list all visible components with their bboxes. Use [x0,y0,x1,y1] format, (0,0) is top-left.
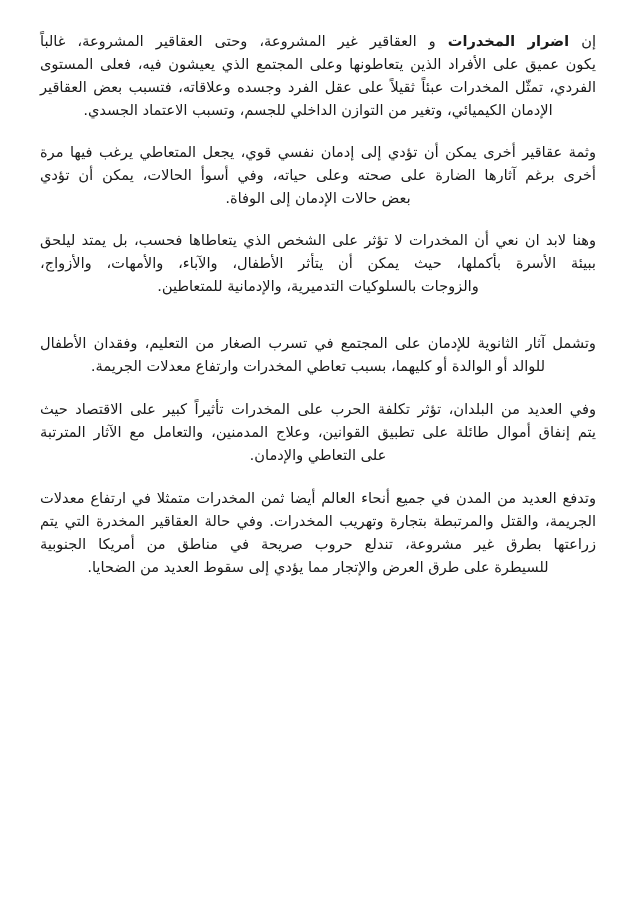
paragraph-economic-cost [40,398,596,467]
paragraph-line: أخرى برغم آثارها الضارة على صحته وعلى حياته، وفي أسوأ الحالات، يمكن أن تؤدي [40,167,596,184]
paragraph-line: للوالد أو الوالدة أو كليهما، بسبب تعاطي المخدرات وارتفاع معدلات الجريمة. [90,358,546,375]
paragraph-line: وهنا لابد ان نعي أن المخدرات لا تؤثر على الشخص الذي يتعاطاها فحسب، بل يمتد ليلحق [40,232,596,249]
paragraph-line: وفي العديد من البلدان، تؤثر تكلفة الحرب على المخدرات تأثيراً كبير على الاقتصاد حيث [40,401,596,418]
paragraph-social-effects [40,332,596,378]
paragraph-drug-harms [40,30,596,122]
paragraph-line: وثمة عقاقير أخرى يمكن أن تؤدي إلى إدمان نفسي قوي، يجعل المتعاطي يرغب فيها مرة [40,144,596,161]
paragraph-psychological-addiction [40,141,596,210]
paragraph-line: وتشمل آثار الثانوية للإدمان على المجتمع في تسرب الصغار من التعليم، وفقدان الأطفال [40,335,596,352]
paragraph-line: الفردي، تمثّل المخدرات عبئاً ثقيلاً على عقل الفرد وجسده وعلاقاته، فتسبب بعض العقاقير [40,79,596,96]
bold-heading-text: اضرار المخدرات [447,33,570,50]
lead-text: إن [569,33,596,50]
paragraph-line: الإدمان الكيميائي، وتغير من التوازن الداخلي للجسم، وتسبب الاعتماد الجسدي. [83,102,553,119]
document-page [40,30,596,579]
paragraph-line: للسيطرة على طرق العرض والإتجار مما يؤدي إلى سقوط العديد من الضحايا. [87,559,549,576]
paragraph-line: على التعاطي والإدمان. [249,447,387,464]
paragraph-line: ببيئة الأسرة بأكملها، حيث يمكن أن يتأثر الأطفال، والآباء، والأمهات، والأزواج، [40,255,596,272]
paragraph-line: بعض حالات الإدمان إلى الوفاة. [225,190,411,207]
line-text: و العقاقير غير المشروعة، وحتى العقاقير المشروعة، غالباً [40,33,448,50]
paragraph-line [40,30,596,53]
paragraph-family-impact [40,229,596,298]
paragraph-line: والزوجات بالسلوكيات التدميرية، والإدمانية للمتعاطين. [157,278,479,295]
paragraph-line: وتدفع العديد من المدن في جميع أنحاء العالم أيضا ثمن المخدرات متمثلا في ارتفاع معدلات [40,490,596,507]
paragraph-line: الجريمة، والقتل والمرتبطة بتجارة وتهريب المخدرات. وفي حالة العقاقير المخدرة التي يتم [40,513,596,530]
paragraph-line: يكون عميق على الأفراد الذين يتعاطونها وعلى المجتمع الذي يعيشون فيه، فعلى المستوى [40,56,596,73]
paragraph-cities-crime [40,487,596,579]
paragraph-line: يتم إنفاق أموال طائلة على تطبيق القوانين، وعلاج المدمنين، والتعامل مع الآثار المترتبة [40,424,596,441]
paragraph-line: زراعتها بطرق غير مشروعة، تندلع حروب صريحة في مناطق من أمريكا الجنوبية [40,536,596,553]
